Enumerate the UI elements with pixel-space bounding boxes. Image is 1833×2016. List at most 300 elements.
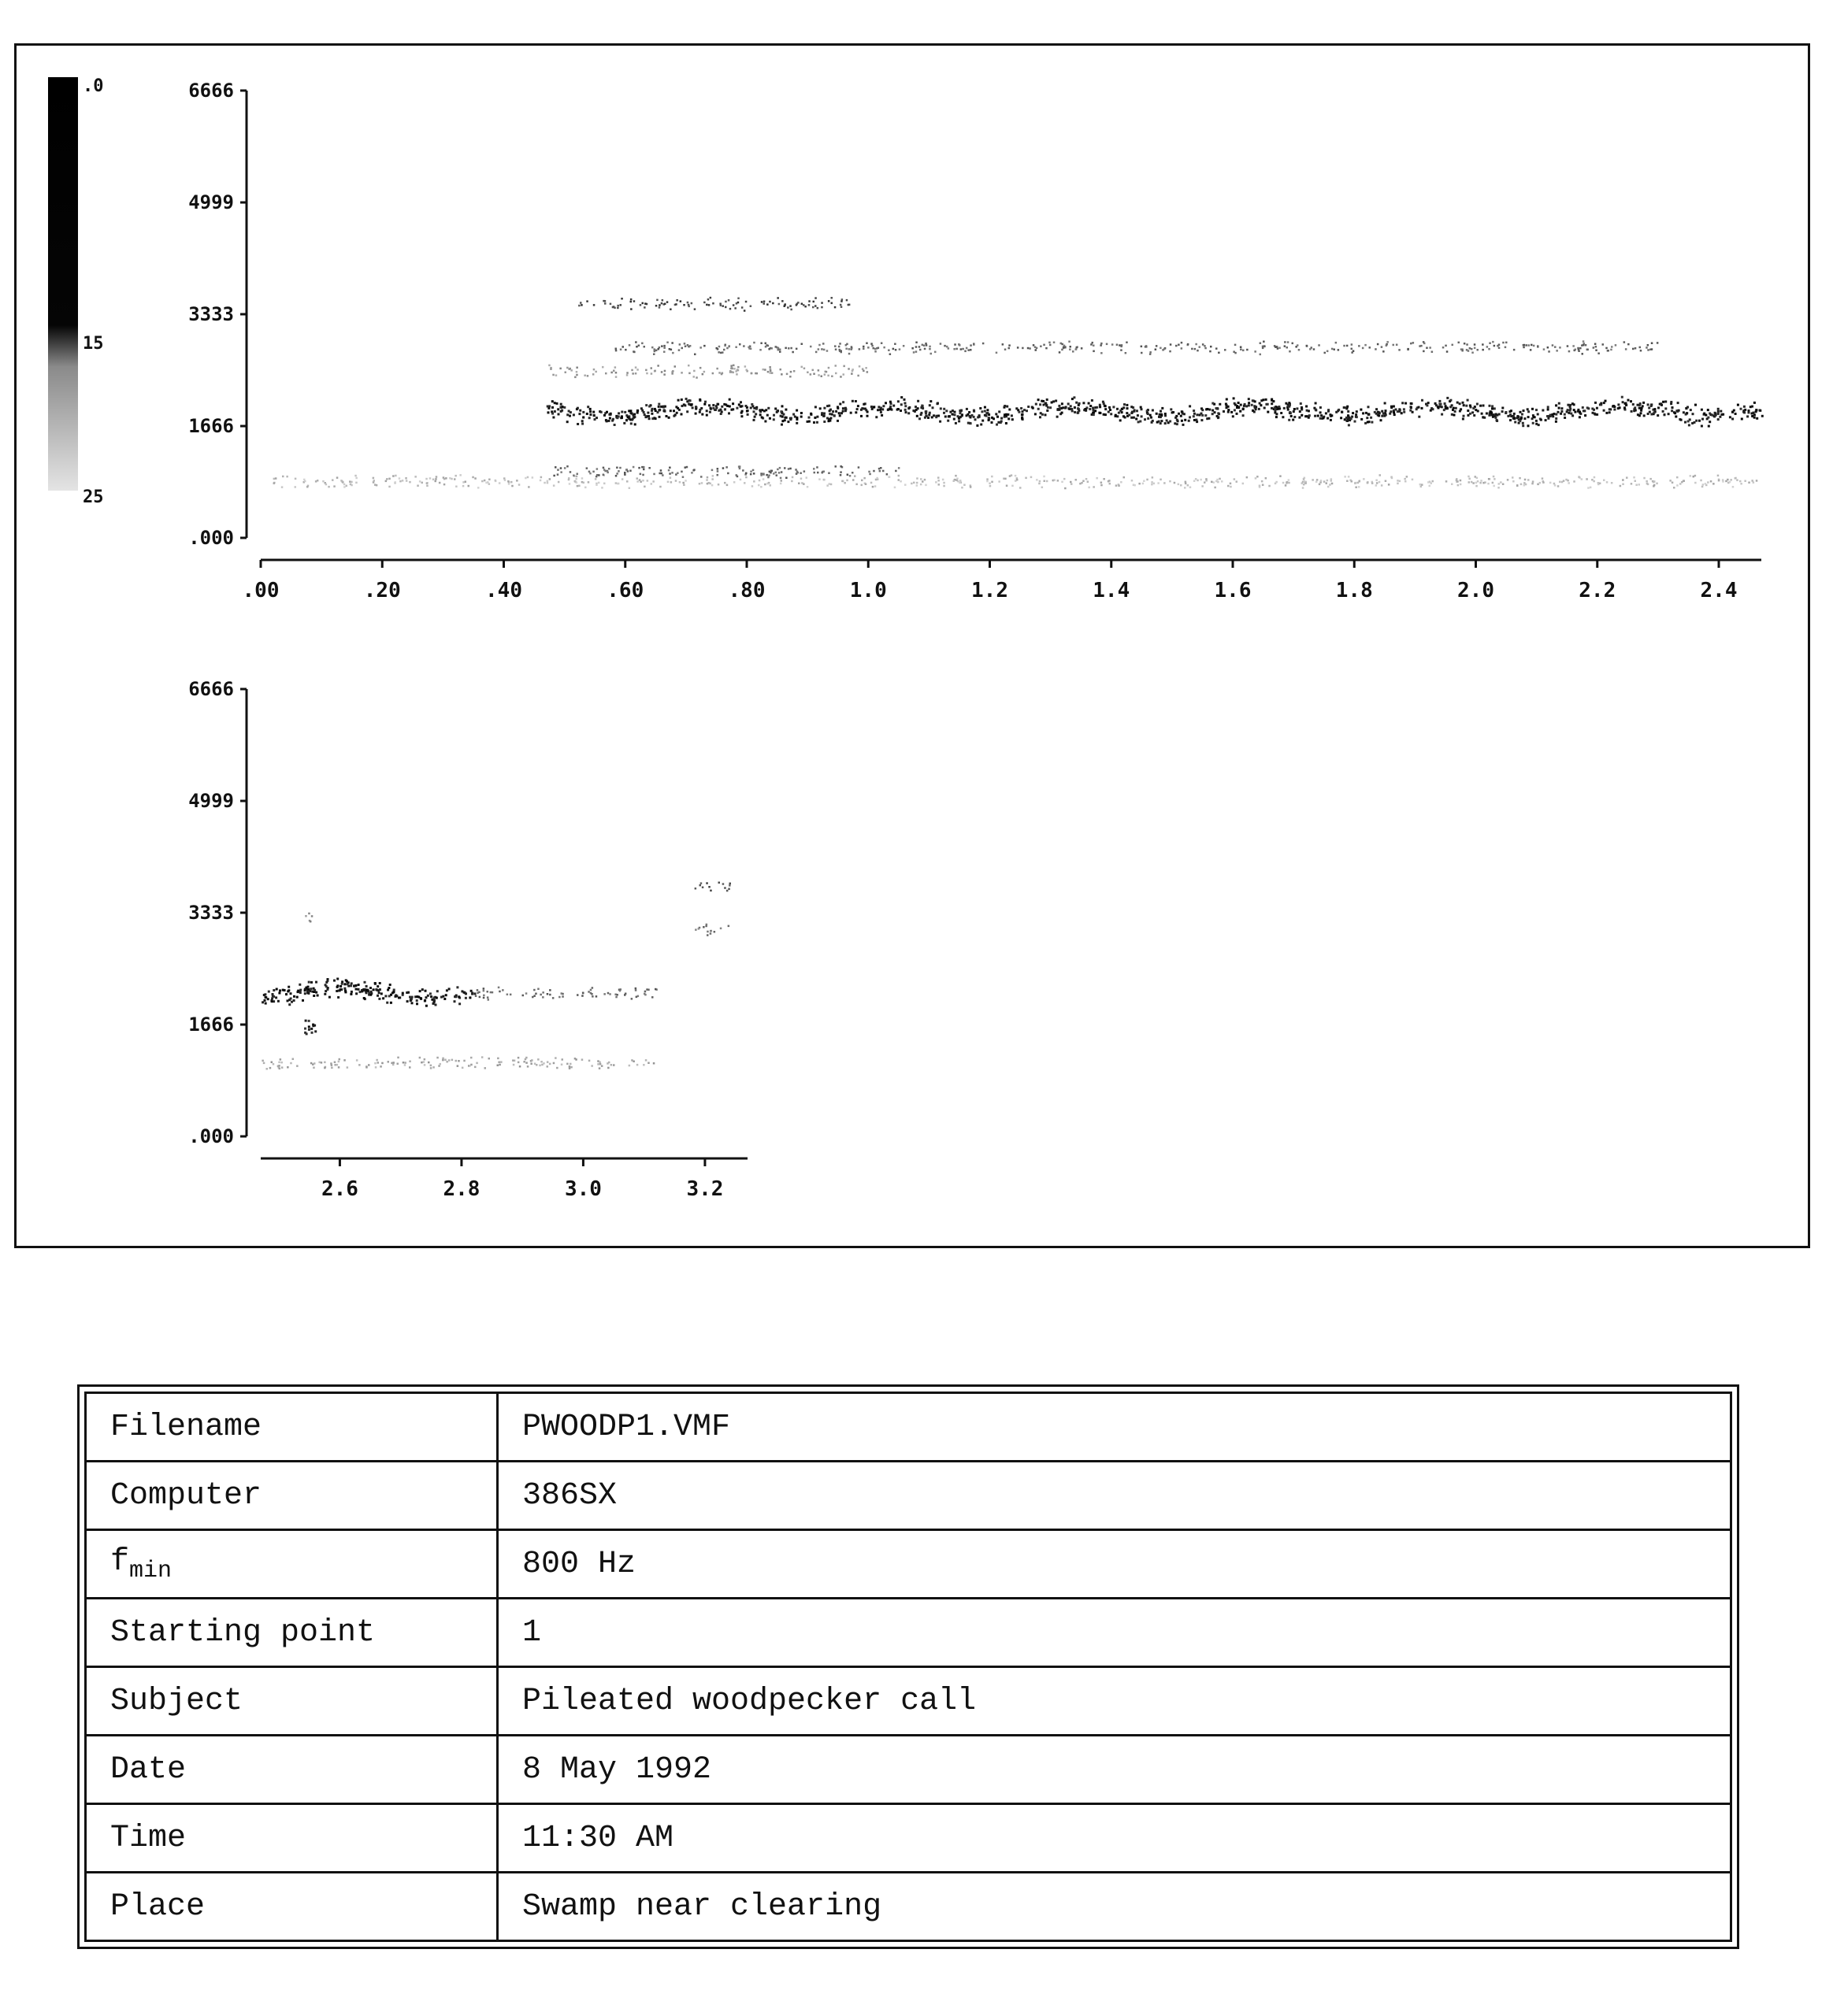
- spectrogram-cell: [325, 484, 328, 486]
- spectrogram-cell: [603, 300, 605, 302]
- spectrogram-cell: [785, 477, 788, 480]
- spectrogram-cell: [525, 992, 528, 995]
- spectrogram-cell: [288, 1003, 291, 1006]
- spectrogram-cell: [365, 985, 368, 988]
- spectrogram-cell: [1346, 420, 1349, 422]
- spectrogram-cell: [1477, 480, 1479, 483]
- spectrogram-cell: [1406, 476, 1408, 478]
- spectrogram-cell: [737, 476, 739, 478]
- spectrogram-cell: [855, 484, 858, 486]
- spectrogram-cell: [374, 484, 377, 486]
- spectrogram-cell: [984, 406, 986, 409]
- spectrogram-cell: [779, 350, 781, 353]
- spectrogram-cell: [1625, 348, 1627, 350]
- spectrogram-cell: [1337, 410, 1339, 412]
- spectrogram-cell: [324, 1067, 326, 1069]
- spectrogram-cell: [787, 306, 789, 309]
- spectrogram-cell: [808, 304, 811, 306]
- spectrogram-cell: [1039, 416, 1041, 418]
- spectrogram-cell: [1240, 404, 1242, 406]
- spectrogram-cell: [1475, 476, 1477, 478]
- spectrogram-cell: [699, 367, 702, 369]
- spectrogram-cell: [769, 301, 771, 303]
- spectrogram-cell: [1410, 343, 1412, 345]
- spectrogram-cell: [1599, 483, 1601, 485]
- spectrogram-cell: [410, 998, 413, 1000]
- spectrogram-cell: [581, 1058, 584, 1061]
- spectrogram-cell: [1309, 348, 1312, 350]
- spectrogram-cell: [689, 399, 692, 402]
- x-tick-label: 1.8: [1335, 579, 1373, 602]
- spectrogram-cell: [1670, 402, 1672, 405]
- spectrogram-cell: [540, 1061, 543, 1063]
- spectrogram-cell: [1555, 404, 1557, 406]
- spectrogram-cell: [769, 417, 771, 420]
- spectrogram-cell: [562, 1058, 564, 1061]
- spectrogram-cell: [1305, 406, 1308, 408]
- spectrogram-cell: [462, 485, 465, 487]
- spectrogram-cell: [1035, 349, 1037, 351]
- spectrogram-cell: [1118, 412, 1120, 414]
- spectrogram-cell: [767, 407, 770, 410]
- y-tick-label: .000: [188, 1125, 234, 1147]
- spectrogram-cell: [534, 1063, 536, 1065]
- spectrogram-cell: [1118, 485, 1120, 487]
- spectrogram-cell: [1006, 406, 1008, 408]
- spectrogram-cell: [732, 402, 734, 405]
- spectrogram-cell: [808, 300, 811, 302]
- spectrogram-cell: [1475, 485, 1478, 487]
- spectrogram-cell: [651, 413, 653, 415]
- spectrogram-cell: [763, 478, 765, 480]
- spectrogram-cell: [1662, 401, 1664, 403]
- spectrogram-cell: [1468, 476, 1470, 478]
- spectrogram-cell: [751, 372, 753, 375]
- spectrogram-cell: [1230, 411, 1233, 413]
- spectrogram-cell: [692, 406, 694, 409]
- spectrogram-cell: [1061, 402, 1063, 405]
- spectrogram-cell: [593, 304, 596, 306]
- spectrogram-cell: [894, 343, 896, 346]
- spectrogram-cell: [1108, 411, 1110, 413]
- spectrogram-cell: [1205, 478, 1208, 480]
- spectrogram-cell: [818, 348, 820, 350]
- spectrogram-cell: [878, 347, 880, 350]
- spectrogram-cell: [1071, 398, 1074, 400]
- spectrogram-cell: [1591, 408, 1594, 410]
- spectrogram-cell: [976, 424, 978, 427]
- spectrogram-cell: [814, 297, 817, 299]
- spectrogram-cell: [1532, 416, 1534, 418]
- spectrogram-cell: [1302, 487, 1304, 489]
- spectrogram-cell: [547, 406, 549, 408]
- spectrogram-cell: [547, 480, 549, 483]
- spectrogram-cell: [651, 410, 653, 412]
- spectrogram-cell: [744, 482, 746, 484]
- spectrogram-cell: [852, 370, 854, 372]
- spectrogram-cell: [1522, 422, 1524, 424]
- spectrogram-cell: [1610, 349, 1612, 351]
- spectrogram-cell: [1176, 423, 1178, 425]
- spectrogram-cell: [1681, 481, 1683, 484]
- spectrogram-cell: [1237, 402, 1240, 404]
- spectrogram-cell: [726, 484, 729, 487]
- spectrogram-cell: [1468, 350, 1470, 352]
- spectrogram-cell: [1166, 420, 1168, 422]
- spectrogram-cell: [1719, 416, 1721, 418]
- spectrogram-cell: [1348, 476, 1350, 478]
- spectrogram-cell: [787, 421, 789, 423]
- spectrogram-cell: [1677, 402, 1679, 404]
- spectrogram-cell: [432, 1066, 435, 1069]
- spectrogram-cell: [1100, 344, 1102, 346]
- spectrogram-cell: [636, 996, 638, 999]
- spectrogram-cell: [551, 406, 554, 409]
- spectrogram-cell: [826, 350, 829, 352]
- spectrogram-cell: [1268, 485, 1271, 487]
- spectrogram-cell: [1367, 413, 1370, 415]
- spectrogram-cell: [1046, 398, 1048, 401]
- spectrogram-cell: [1705, 483, 1707, 485]
- spectrogram-cell: [1385, 410, 1387, 412]
- spectrogram-cell: [1484, 481, 1486, 484]
- spectrogram-cell: [1194, 348, 1197, 350]
- spectrogram-cell: [1152, 410, 1154, 412]
- spectrogram-cell: [835, 410, 837, 413]
- spectrogram-cell: [643, 469, 645, 471]
- spectrogram-cell: [519, 1065, 521, 1068]
- spectrogram-cell: [803, 483, 805, 485]
- spectrogram-cell: [1271, 407, 1273, 410]
- spectral-band: [547, 396, 1764, 428]
- spectrogram-cell: [1756, 417, 1758, 420]
- y-tick-label: 1666: [188, 415, 234, 438]
- spectrogram-cell: [1609, 411, 1611, 413]
- spectrogram-cell: [1245, 405, 1248, 407]
- spectrogram-cell: [1094, 410, 1096, 412]
- spectrogram-cell: [1043, 476, 1045, 478]
- spectrogram-cell: [549, 478, 551, 480]
- spectrogram-cell: [1527, 424, 1530, 427]
- spectrogram-cell: [1393, 411, 1395, 413]
- spectrogram-cell: [393, 989, 395, 991]
- spectrogram-cell: [988, 413, 990, 416]
- spectrogram-cell: [552, 374, 555, 376]
- info-value: Swamp near clearing: [498, 1873, 1731, 1941]
- spectrogram-cell: [712, 404, 714, 406]
- spectrogram-cell: [764, 369, 766, 371]
- spectrogram-cell: [655, 417, 657, 420]
- spectrogram-cell: [900, 410, 902, 412]
- spectrogram-cell: [488, 1058, 491, 1060]
- spectrogram-cell: [925, 343, 927, 345]
- spectrogram-cell: [1488, 348, 1490, 350]
- spectrogram-cell: [959, 344, 961, 346]
- spectrogram-cell: [895, 470, 897, 472]
- spectrogram-cell: [670, 477, 672, 480]
- spectrogram-cell: [754, 416, 756, 418]
- spectrogram-cell: [840, 300, 843, 302]
- spectrogram-cell: [688, 306, 690, 308]
- spectrogram-cell: [327, 978, 329, 980]
- spectrogram-cell: [475, 995, 477, 998]
- spectrogram-cell: [551, 413, 554, 415]
- spectrogram-cell: [1698, 420, 1701, 422]
- spectrogram-cell: [525, 1057, 528, 1059]
- spectrogram-cell: [693, 370, 696, 372]
- spectrogram-cell: [1082, 402, 1085, 404]
- spectrogram-cell: [644, 991, 647, 993]
- spectrogram-cell: [644, 994, 647, 996]
- spectrogram-cell: [1319, 411, 1322, 413]
- spectrogram-cell: [1093, 486, 1095, 488]
- spectrogram-cell: [679, 481, 681, 484]
- spectrogram-cell: [781, 471, 783, 473]
- spectrogram-cell: [753, 480, 755, 483]
- spectrogram-cell: [1739, 480, 1742, 483]
- spectrogram-cell: [1169, 421, 1171, 423]
- spectrogram-cell: [288, 999, 291, 1001]
- spectrogram-cell: [827, 375, 829, 377]
- spectrogram-cell: [861, 480, 863, 482]
- info-label-text: f: [110, 1544, 130, 1580]
- spectrogram-cell: [397, 1057, 399, 1059]
- spectrogram-cell: [1493, 476, 1495, 478]
- spectrogram-cell: [1404, 480, 1407, 483]
- spectrogram-cell: [718, 882, 721, 884]
- spectrogram-cell: [527, 476, 529, 479]
- spectrogram-cell: [532, 476, 534, 479]
- spectrogram-cell: [1085, 478, 1088, 480]
- spectrogram-cell: [610, 372, 613, 374]
- spectrogram-cell: [518, 1057, 520, 1059]
- spectrogram-cell: [1298, 349, 1301, 351]
- spectrogram-cell: [1219, 403, 1221, 406]
- spectrogram-cell: [671, 472, 673, 474]
- spectrogram-cell: [1602, 343, 1605, 346]
- spectrogram-cell: [554, 402, 556, 404]
- spectrogram-cell: [1362, 412, 1364, 414]
- spectrogram-cell: [1423, 341, 1425, 343]
- spectrogram-cell: [1586, 406, 1589, 409]
- spectrogram-cell: [900, 396, 903, 398]
- spectrogram-cell: [932, 406, 934, 409]
- spectrogram-cell: [1185, 483, 1187, 485]
- spectrogram-cell: [946, 346, 948, 348]
- spectrogram-cell: [1215, 407, 1218, 410]
- spectrogram-cell: [661, 371, 663, 373]
- spectrogram-cell: [1613, 409, 1616, 411]
- spectrogram-cell: [1605, 347, 1608, 350]
- spectrogram-cell: [952, 413, 954, 416]
- spectrogram-cell: [694, 354, 696, 356]
- spectrogram-cell: [954, 411, 956, 413]
- spectrogram-cell: [469, 1065, 471, 1067]
- spectrogram-cell: [636, 1064, 639, 1066]
- spectrogram-cell: [710, 890, 712, 892]
- spectrogram-cell: [1178, 484, 1180, 486]
- spectrogram-cell: [1706, 417, 1709, 420]
- spectrogram-cell: [337, 996, 340, 999]
- spectrogram-cell: [1612, 405, 1615, 407]
- spectrogram-cell: [1274, 410, 1276, 412]
- spectrogram-cell: [818, 344, 821, 346]
- spectrogram-cell: [818, 369, 820, 372]
- spectrogram-cell: [343, 988, 346, 990]
- spectrogram-cell: [570, 1063, 572, 1065]
- spectrogram-cell: [1471, 352, 1474, 354]
- spectrogram-cell: [1211, 481, 1213, 484]
- spectrogram-cell: [314, 1030, 317, 1032]
- spectrogram-cell: [657, 411, 659, 413]
- spectrogram-cell: [596, 484, 598, 487]
- spectrogram-cell: [1284, 345, 1286, 347]
- spectrogram-cell: [1432, 480, 1434, 483]
- spectrogram-cell: [624, 473, 626, 476]
- spectrogram-cell: [971, 414, 974, 417]
- spectrogram-cell: [1476, 403, 1479, 406]
- spectrogram-cell: [419, 990, 421, 992]
- spectrogram-cell: [996, 424, 998, 426]
- spectrogram-cell: [1366, 417, 1368, 419]
- spectrogram-cell: [683, 484, 685, 487]
- spectrogram-cell: [659, 306, 661, 309]
- spectrogram-cell: [917, 400, 919, 402]
- spectrogram-cell: [1639, 407, 1642, 410]
- spectrogram-cell: [1303, 484, 1305, 486]
- spectrogram-cell: [843, 365, 845, 368]
- spectrogram-cell: [1547, 406, 1549, 408]
- spectrogram-cell: [881, 414, 883, 417]
- spectrogram-cell: [768, 475, 770, 477]
- spectrogram-cell: [1586, 478, 1588, 480]
- spectrogram-cell: [597, 1063, 599, 1065]
- spectrogram-cell: [851, 372, 853, 375]
- spectrogram-cell: [1497, 345, 1499, 347]
- spectrogram-cell: [916, 415, 918, 417]
- spectrogram-cell: [1063, 478, 1066, 480]
- spectrogram-cell: [1708, 425, 1710, 428]
- spectrogram-cell: [430, 1067, 432, 1069]
- spectrogram-cell: [674, 365, 677, 368]
- spectrogram-cell: [1134, 484, 1136, 487]
- spectrogram-cell: [403, 1062, 405, 1064]
- spectrogram-cell: [603, 474, 605, 476]
- spectrogram-cell: [290, 1062, 292, 1065]
- spectrogram-cell: [712, 372, 714, 375]
- spectrogram-cell: [771, 470, 774, 472]
- spectrogram-cell: [873, 470, 875, 472]
- spectrogram-cell: [587, 406, 589, 408]
- info-label-text: Date: [110, 1751, 187, 1788]
- spectrogram-cell: [444, 1059, 447, 1062]
- spectrogram-cell: [678, 349, 681, 351]
- spectrogram-cell: [998, 480, 1000, 483]
- spectrogram-cell: [922, 407, 924, 410]
- spectrogram-cell: [1676, 476, 1679, 479]
- spectrogram-cell: [389, 984, 391, 986]
- spectrogram-cell: [751, 485, 754, 487]
- spectrogram-cell: [525, 477, 527, 480]
- spectrogram-cell: [1375, 413, 1378, 415]
- spectrogram-cell: [1596, 407, 1598, 410]
- spectrogram-cell: [1527, 416, 1530, 418]
- spectrogram-cell: [1045, 413, 1047, 416]
- spectrogram-cell: [577, 485, 579, 487]
- spectrogram-cell: [870, 343, 873, 345]
- spectrogram-cell: [307, 992, 310, 995]
- spectrogram-cell: [940, 343, 942, 345]
- spectrogram-cell: [584, 375, 586, 377]
- spectrogram-cell: [781, 424, 783, 426]
- spectrogram-cell: [728, 412, 730, 414]
- spectrogram-cell: [778, 303, 781, 306]
- spectrogram-cell: [703, 926, 705, 928]
- spectrogram-cell: [915, 346, 918, 348]
- spectrogram-cell: [681, 413, 683, 416]
- spectrogram-cell: [1573, 409, 1575, 411]
- spectrogram-cell: [1343, 406, 1345, 409]
- spectrogram-cell: [570, 1066, 573, 1069]
- spectrogram-cell: [640, 304, 642, 306]
- spectrogram-cell: [1671, 410, 1673, 412]
- spectrogram-cell: [592, 995, 594, 998]
- spectrogram-cell: [1683, 411, 1685, 413]
- spectrogram-cell: [842, 401, 844, 403]
- spectrogram-cell: [784, 467, 786, 469]
- spectrogram-cell: [1473, 414, 1475, 417]
- spectrogram-cell: [1399, 409, 1401, 411]
- spectrogram-cell: [1252, 399, 1254, 402]
- spectrogram-cell: [511, 485, 514, 487]
- spectrogram-cell: [750, 406, 752, 409]
- spectrogram-cell: [668, 469, 670, 472]
- spectrogram-cell: [937, 415, 940, 417]
- spectrogram-cell: [831, 376, 833, 378]
- spectrogram-cell: [781, 405, 784, 407]
- spectrogram-cell: [627, 416, 629, 418]
- spectrogram-cell: [1690, 475, 1692, 477]
- spectrogram-cell: [610, 303, 612, 306]
- spectrogram-cell: [685, 398, 688, 400]
- spectrogram-cell: [584, 487, 587, 489]
- spectrogram-cell: [1067, 402, 1070, 405]
- spectrogram-cell: [729, 883, 732, 885]
- spectrogram-cell: [766, 303, 769, 306]
- spectrogram-cell: [816, 416, 818, 418]
- spectrogram-cell: [728, 299, 730, 302]
- spectral-band: [475, 987, 658, 1001]
- spectrogram-cell: [1126, 342, 1128, 344]
- x-tick-label: 3.2: [686, 1177, 724, 1201]
- spectrogram-cell: [796, 410, 798, 412]
- spectrogram-cell: [1204, 347, 1207, 350]
- spectrogram-cell: [681, 347, 684, 350]
- spectrogram-cell: [1446, 397, 1449, 399]
- spectrogram-cell: [265, 996, 267, 999]
- spectrogram-cell: [1149, 414, 1152, 417]
- spectrogram-cell: [1015, 475, 1017, 477]
- spectrogram-cell: [1615, 344, 1617, 346]
- spectrogram-cell: [1181, 420, 1183, 422]
- spectrogram-cell: [817, 472, 819, 474]
- spectrogram-cell: [1226, 406, 1228, 409]
- spectrogram-cell: [1323, 417, 1325, 419]
- spectrogram-cell: [819, 407, 822, 410]
- spectrogram-cell: [1119, 410, 1122, 412]
- spectrogram-cell: [1120, 481, 1122, 484]
- spectrogram-cell: [398, 997, 400, 999]
